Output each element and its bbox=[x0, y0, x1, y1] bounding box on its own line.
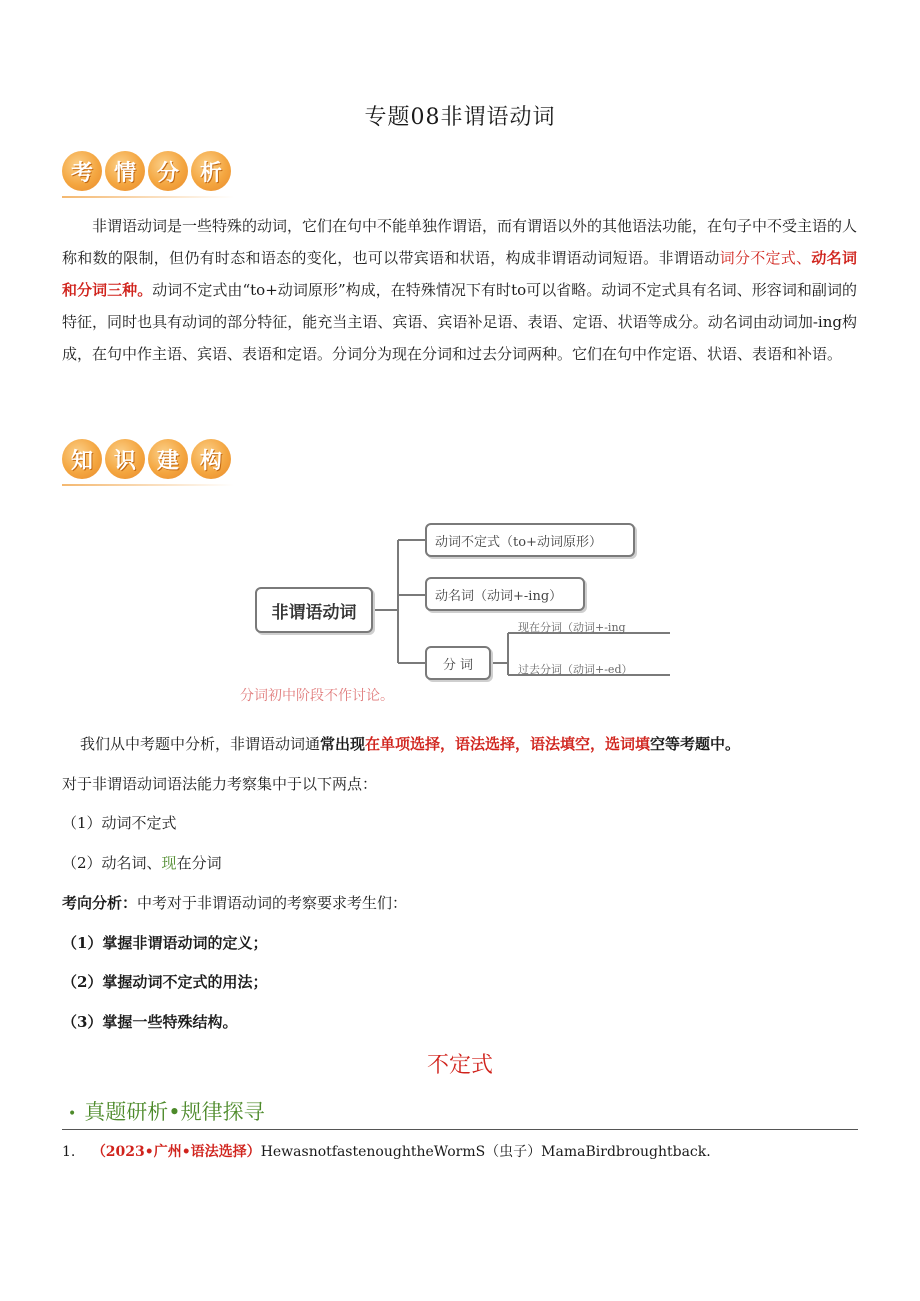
badge-underline bbox=[62, 484, 234, 486]
exam-analysis-badge bbox=[62, 148, 234, 194]
analysis-line: （2）掌握动词不定式的用法； bbox=[62, 973, 268, 991]
analysis-line bbox=[80, 733, 740, 754]
text-highlight: 在单项选择，语法选择，语法填空，选词填 bbox=[365, 735, 651, 753]
badge-char: 建 bbox=[148, 439, 188, 479]
analysis-line: （1）掌握非谓语动词的定义； bbox=[62, 934, 268, 952]
question-text: HewasnotfastenoughtheWormS（虫子）MamaBirdbroughtback. bbox=[260, 1144, 711, 1160]
badge-char: 考 bbox=[62, 151, 102, 191]
badge-char: 析 bbox=[191, 151, 231, 191]
diagram-participle: 分 词 bbox=[425, 646, 491, 680]
intro-highlight-bold: 动名词和分词三种。 bbox=[62, 249, 857, 299]
diagram-present-participle: 现在分词（动词+-ing bbox=[518, 621, 626, 634]
page-title: 专题08非谓语动词 bbox=[364, 105, 556, 130]
knowledge-badge bbox=[62, 436, 234, 482]
badge-char: 识 bbox=[105, 439, 145, 479]
section-title: 不定式 bbox=[426, 1053, 493, 1078]
intro-paragraph bbox=[62, 210, 857, 370]
diagram-past-participle: 过去分词（动词+-ed） bbox=[518, 663, 633, 676]
badge-char: 分 bbox=[148, 151, 188, 191]
text-bold: 空等考题中。 bbox=[650, 735, 741, 753]
intro-text: 非谓语动词是一些特殊的动词，它们在句中不能单独作谓语，而有谓语以外的其他语法功能，在句子中不受主语的人称和数的限制，但仍有时态和语态的变化，也可以带宾语和状语，构成非谓语动词短语。非谓语动 bbox=[62, 217, 858, 267]
diagram-root: 非谓语动词 bbox=[255, 587, 373, 633]
text-bold: 常出现 bbox=[320, 735, 366, 753]
mind-map-diagram bbox=[250, 515, 670, 690]
text: 在分词 bbox=[176, 854, 222, 872]
question-item bbox=[62, 1141, 711, 1161]
text-green: 现 bbox=[161, 854, 177, 872]
bullet-icon: • bbox=[68, 1105, 77, 1122]
diagram-gerund: 动名词（动词+-ing） bbox=[425, 577, 585, 611]
analysis-line bbox=[62, 852, 222, 873]
question-number: 1. bbox=[62, 1144, 76, 1160]
subhead-text: 真题研析•规律探寻 bbox=[84, 1100, 265, 1124]
diagram-note: 分词初中阶段不作讨论。 bbox=[240, 688, 394, 704]
analysis-line: （1）动词不定式 bbox=[62, 814, 177, 832]
text: 中考对于非谓语动词的考察要求考生们： bbox=[137, 894, 408, 912]
question-source: （2023•广州•语法选择） bbox=[91, 1144, 261, 1160]
intro-text: 动词不定式由“to+动词原形”构成，在特殊情况下有时to可以省略。动词不定式具有名词、形容词和副词的特征，同时也具有动词的部分特征，能充当主语、宾语、宾语补足语、表语、定语、状语等成分。动名词由动词加-ing构成，在句中作主语、宾语、表语和定语。分词分为现在分词和过去分词两种。它们在句中作定语、状语、表语和补语。 bbox=[62, 281, 857, 363]
diagram-infinitive: 动词不定式（to+动词原形） bbox=[425, 523, 635, 557]
text: 我们从中考题中分析，非谓语动词通 bbox=[80, 735, 321, 753]
badge-char: 情 bbox=[105, 151, 145, 191]
text: （2）动名词、 bbox=[62, 854, 162, 872]
section-divider bbox=[62, 1129, 858, 1130]
badge-char: 知 bbox=[62, 439, 102, 479]
intro-highlight: 词分不定式、 bbox=[719, 249, 812, 267]
analysis-line: （3）掌握一些特殊结构。 bbox=[62, 1013, 238, 1031]
text-bold: 考向分析： bbox=[62, 894, 138, 912]
section-subhead bbox=[68, 1096, 265, 1126]
badge-underline bbox=[62, 196, 234, 198]
analysis-line: 对于非谓语动词语法能力考察集中于以下两点： bbox=[62, 775, 378, 793]
analysis-line bbox=[62, 892, 407, 913]
badge-char: 构 bbox=[191, 439, 231, 479]
